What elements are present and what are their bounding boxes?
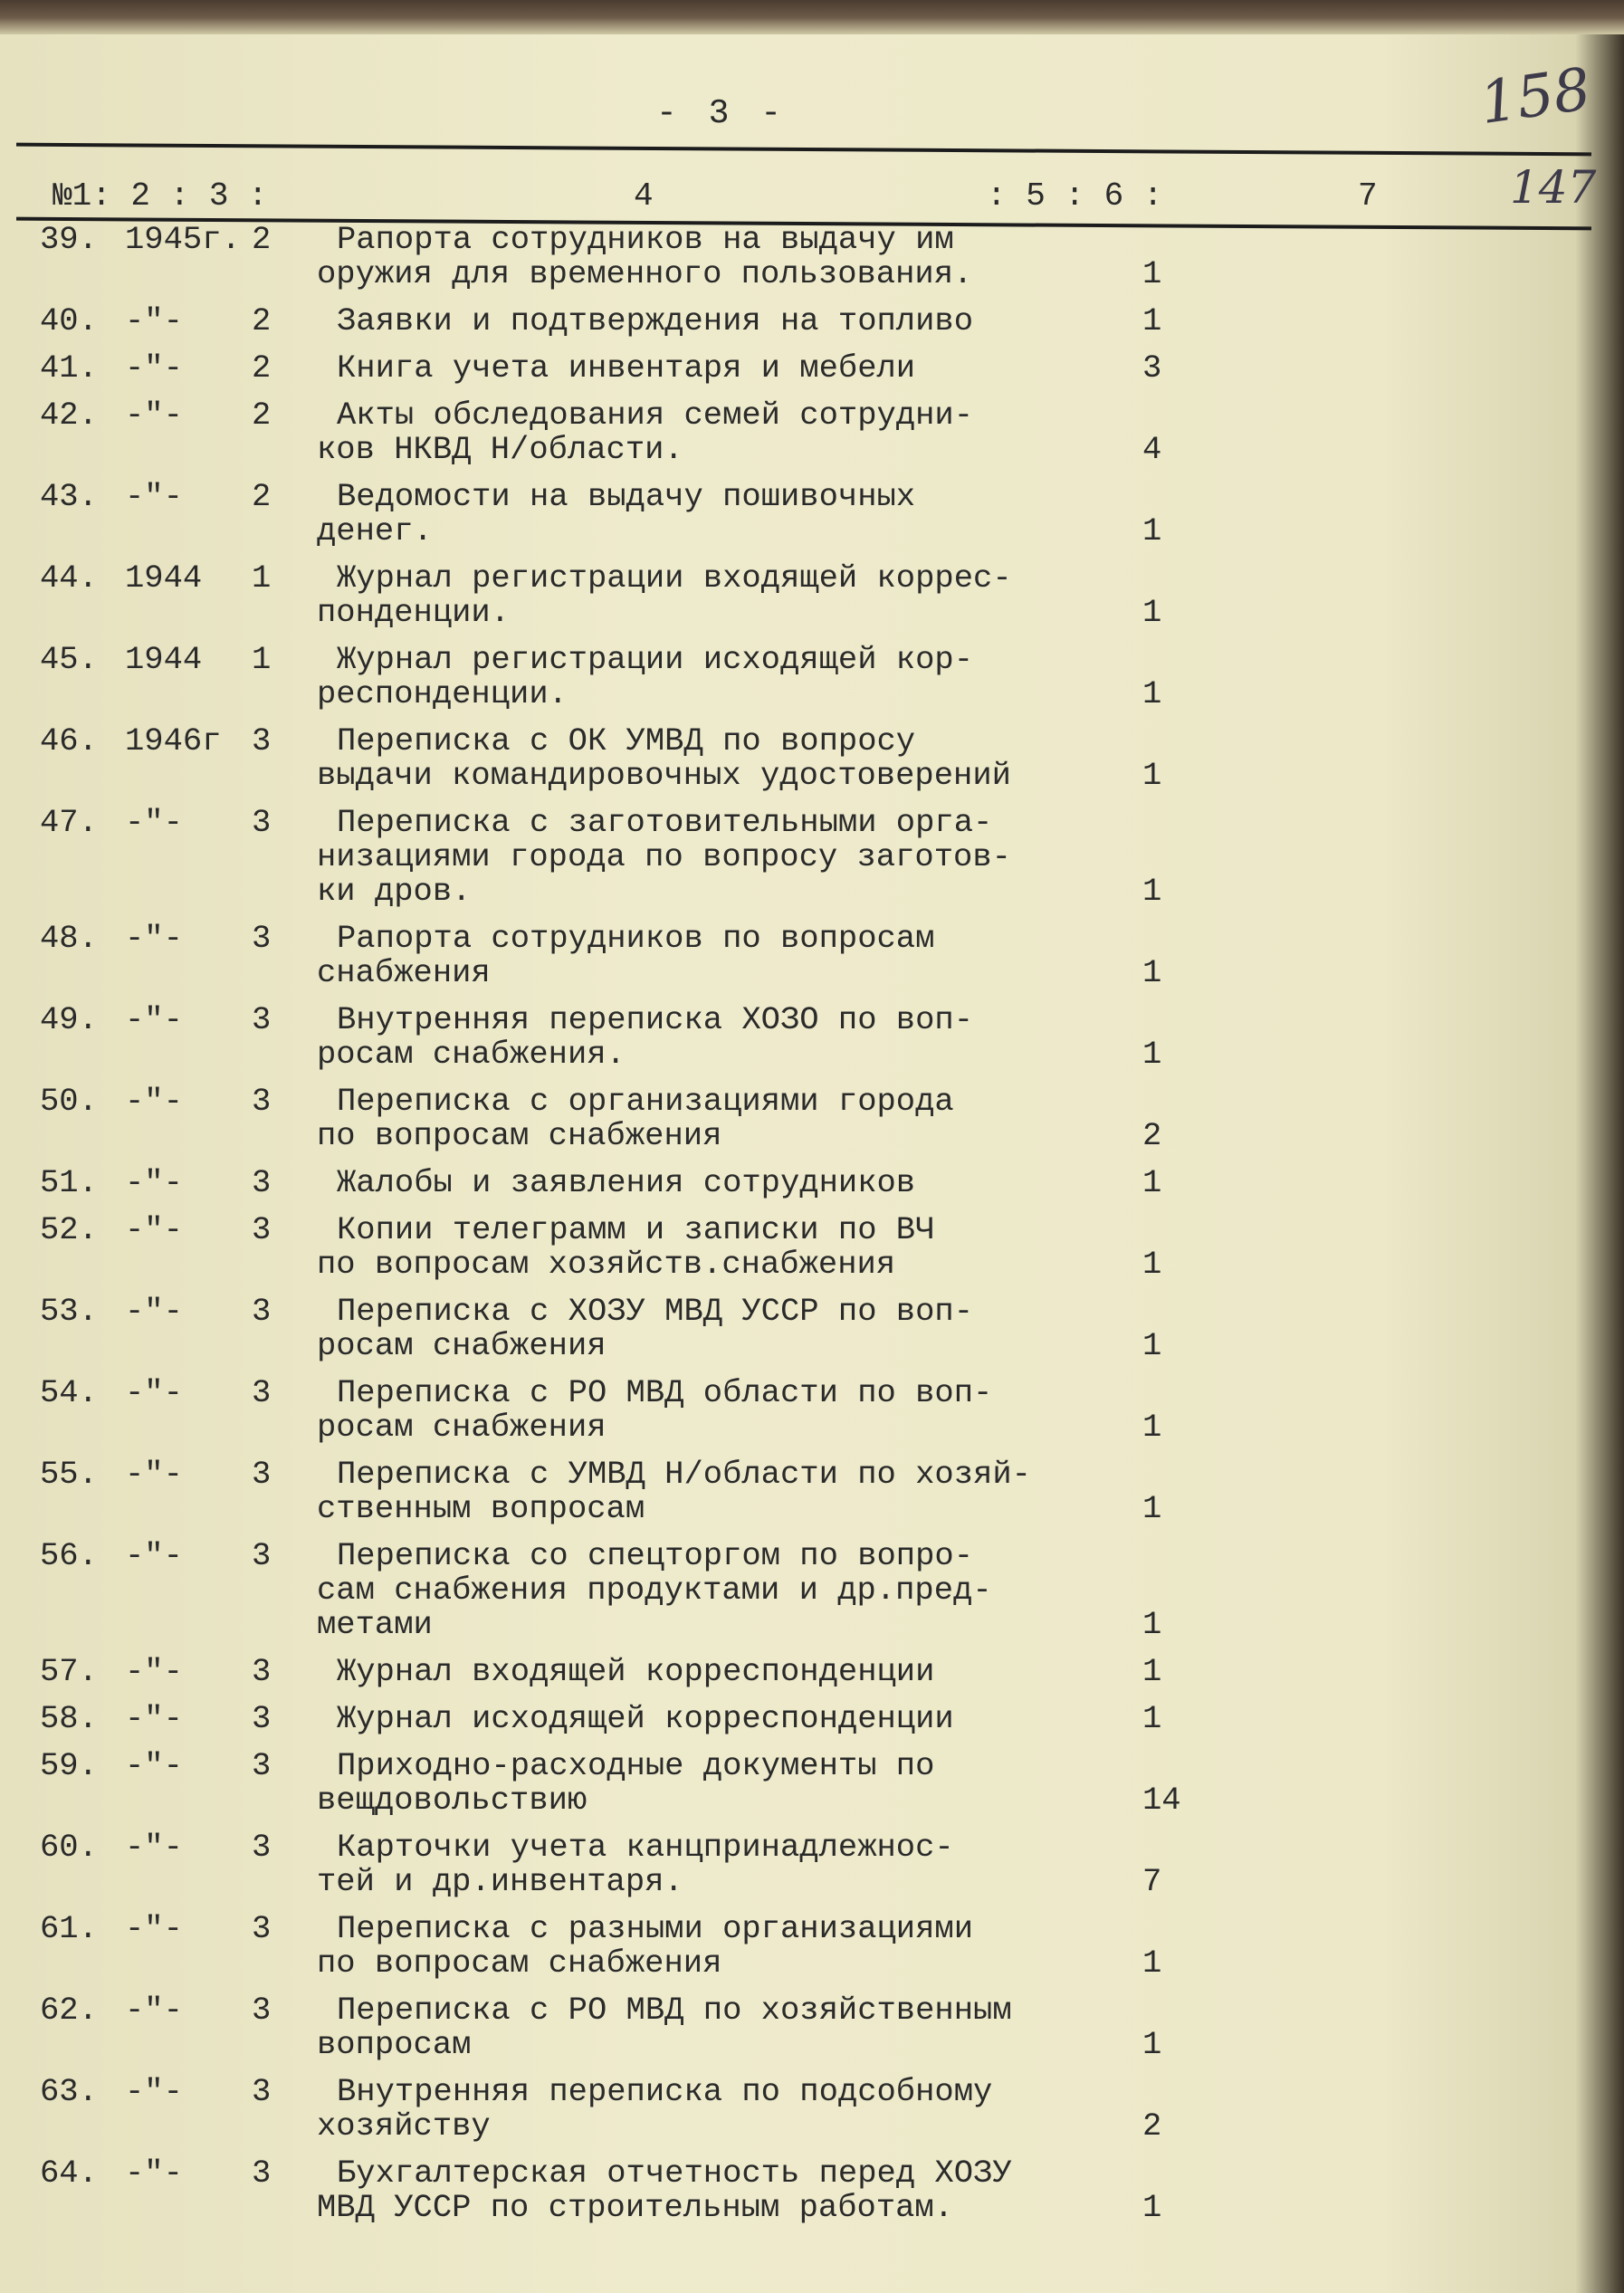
description-line: Карточки учета канцпринадлежнос- bbox=[337, 1829, 954, 1866]
item-year: -"- bbox=[125, 1083, 183, 1120]
description-line: Ведомости на выдачу пошивочных bbox=[337, 478, 916, 515]
item-column-3: 2 bbox=[252, 396, 272, 434]
item-number: 64. bbox=[40, 2154, 98, 2192]
description-line: хозяйству bbox=[317, 2107, 491, 2145]
description-line: оружия для временного пользования. bbox=[317, 255, 973, 292]
table-row bbox=[0, 1993, 1624, 2062]
item-column-3: 2 bbox=[252, 478, 272, 515]
item-description bbox=[317, 351, 1624, 386]
description-line: респонденции. bbox=[317, 675, 568, 712]
item-number: 61. bbox=[40, 1910, 98, 1947]
table-row bbox=[0, 2156, 1624, 2225]
item-number: 45. bbox=[40, 641, 98, 678]
item-column-3: 3 bbox=[252, 1374, 272, 1411]
item-sheet-count: 1 bbox=[1142, 1246, 1162, 1283]
description-line: Переписка с разными организациями bbox=[337, 1910, 974, 1947]
description-line: Рапорта сотрудников по вопросам bbox=[337, 920, 935, 957]
item-year: 1944 bbox=[125, 559, 203, 597]
table-row bbox=[0, 304, 1624, 339]
item-sheet-count: 1 bbox=[1142, 1409, 1162, 1446]
item-year: -"- bbox=[125, 1700, 183, 1737]
item-number: 49. bbox=[40, 1001, 98, 1038]
item-description bbox=[317, 2156, 1624, 2225]
item-sheet-count: 1 bbox=[1142, 1944, 1162, 1982]
item-description bbox=[317, 806, 1624, 909]
item-sheet-count: 1 bbox=[1142, 1036, 1162, 1073]
description-line: низациями города по вопросу заготов- bbox=[317, 838, 1011, 875]
item-description bbox=[317, 480, 1624, 549]
item-number: 43. bbox=[40, 478, 98, 515]
item-column-3: 3 bbox=[252, 1083, 272, 1120]
item-year: 1944 bbox=[125, 641, 203, 678]
description-line: вещдовольствию bbox=[317, 1782, 588, 1819]
header-cols-1-3: №1: 2 : 3 : bbox=[53, 177, 268, 215]
description-line: выдачи командировочных удостоверений bbox=[317, 757, 1011, 794]
item-description bbox=[317, 223, 1624, 291]
item-description bbox=[317, 1539, 1624, 1642]
description-line: Книга учета инвентаря и мебели bbox=[337, 349, 916, 387]
table-row bbox=[0, 1655, 1624, 1689]
item-column-3: 2 bbox=[252, 302, 272, 339]
item-year: -"- bbox=[125, 1164, 183, 1201]
item-column-3: 3 bbox=[252, 722, 272, 760]
description-line: Бухгалтерская отчетность перед ХОЗУ bbox=[337, 2154, 1012, 2192]
table-row bbox=[0, 1912, 1624, 1981]
description-line: денег. bbox=[317, 512, 433, 549]
item-column-3: 3 bbox=[252, 2154, 272, 2192]
item-sheet-count: 1 bbox=[1142, 1653, 1162, 1690]
description-line: по вопросам снабжения bbox=[317, 1944, 722, 1982]
item-sheet-count: 3 bbox=[1142, 349, 1162, 387]
description-line: Жалобы и заявления сотрудников bbox=[337, 1164, 916, 1201]
item-sheet-count: 1 bbox=[1142, 1490, 1162, 1527]
item-number: 39. bbox=[40, 221, 98, 258]
description-line: ки дров. bbox=[317, 873, 472, 910]
item-sheet-count: 14 bbox=[1142, 1782, 1181, 1819]
item-column-3: 2 bbox=[252, 221, 272, 258]
table-row bbox=[0, 2075, 1624, 2144]
item-sheet-count: 1 bbox=[1142, 873, 1162, 910]
scan-top-edge bbox=[0, 0, 1624, 34]
item-year: 1945г. bbox=[125, 221, 241, 258]
description-line: Переписка с ОК УМВД по вопросу bbox=[337, 722, 916, 760]
item-number: 54. bbox=[40, 1374, 98, 1411]
table-row bbox=[0, 1166, 1624, 1200]
description-line: Журнал регистрации входящей коррес- bbox=[337, 559, 1012, 597]
inventory-table bbox=[0, 223, 1624, 2238]
item-year: -"- bbox=[125, 1456, 183, 1493]
item-description bbox=[317, 643, 1624, 712]
table-row bbox=[0, 1084, 1624, 1153]
header-col-4: 4 bbox=[634, 177, 654, 215]
item-number: 48. bbox=[40, 920, 98, 957]
item-year: -"- bbox=[125, 1537, 183, 1574]
header-col-7: 7 bbox=[1358, 177, 1378, 215]
item-year: -"- bbox=[125, 1293, 183, 1330]
item-year: -"- bbox=[125, 1910, 183, 1947]
item-description bbox=[317, 1749, 1624, 1818]
handwritten-folio-number: 158 bbox=[1476, 55, 1595, 139]
description-line: вопросам bbox=[317, 2026, 472, 2063]
item-number: 47. bbox=[40, 804, 98, 841]
item-column-3: 3 bbox=[252, 1456, 272, 1493]
item-number: 44. bbox=[40, 559, 98, 597]
item-year: -"- bbox=[125, 396, 183, 434]
item-column-3: 1 bbox=[252, 559, 272, 597]
item-year: -"- bbox=[125, 1653, 183, 1690]
description-line: по вопросам снабжения bbox=[317, 1117, 722, 1154]
description-line: сам снабжения продуктами и др.пред- bbox=[317, 1572, 992, 1609]
item-number: 51. bbox=[40, 1164, 98, 1201]
description-line: снабжения bbox=[317, 954, 491, 991]
item-column-3: 3 bbox=[252, 1747, 272, 1784]
item-year: -"- bbox=[125, 1001, 183, 1038]
description-line: Внутренняя переписка по подсобному bbox=[337, 2073, 993, 2110]
table-row bbox=[0, 223, 1624, 291]
item-sheet-count: 1 bbox=[1142, 302, 1162, 339]
item-description bbox=[317, 724, 1624, 793]
description-line: Переписка с заготовительными орга- bbox=[337, 804, 993, 841]
item-description bbox=[317, 1457, 1624, 1526]
item-year: -"- bbox=[125, 2073, 183, 2110]
description-line: Внутренняя переписка ХОЗО по воп- bbox=[337, 1001, 974, 1038]
description-line: Журнал регистрации исходящей кор- bbox=[337, 641, 974, 678]
description-line: росам снабжения. bbox=[317, 1036, 626, 1073]
item-description bbox=[317, 1376, 1624, 1445]
table-row bbox=[0, 1702, 1624, 1736]
item-number: 53. bbox=[40, 1293, 98, 1330]
item-number: 59. bbox=[40, 1747, 98, 1784]
item-number: 60. bbox=[40, 1829, 98, 1866]
table-row bbox=[0, 351, 1624, 386]
item-description bbox=[317, 1213, 1624, 1282]
page-number: - 3 - bbox=[656, 94, 788, 133]
item-column-3: 3 bbox=[252, 1164, 272, 1201]
item-number: 50. bbox=[40, 1083, 98, 1120]
description-line: росам снабжения bbox=[317, 1327, 607, 1364]
item-column-3: 3 bbox=[252, 1537, 272, 1574]
item-column-3: 3 bbox=[252, 1829, 272, 1866]
item-sheet-count: 1 bbox=[1142, 512, 1162, 549]
item-year: -"- bbox=[125, 1374, 183, 1411]
item-year: -"- bbox=[125, 1992, 183, 2029]
table-row bbox=[0, 1749, 1624, 1818]
item-sheet-count: 1 bbox=[1142, 594, 1162, 631]
item-number: 57. bbox=[40, 1653, 98, 1690]
description-line: Переписка с РО МВД по хозяйственным bbox=[337, 1992, 1012, 2029]
handwritten-old-folio-number: 147 bbox=[1510, 161, 1597, 214]
item-year: -"- bbox=[125, 302, 183, 339]
description-line: по вопросам хозяйств.снабжения bbox=[317, 1246, 896, 1283]
table-row bbox=[0, 561, 1624, 630]
item-description bbox=[317, 1830, 1624, 1899]
item-number: 52. bbox=[40, 1211, 98, 1248]
item-description bbox=[317, 922, 1624, 990]
item-sheet-count: 1 bbox=[1142, 757, 1162, 794]
item-description bbox=[317, 561, 1624, 630]
table-row bbox=[0, 398, 1624, 467]
item-number: 55. bbox=[40, 1456, 98, 1493]
table-row bbox=[0, 724, 1624, 793]
header-cols-5-6: : 5 : 6 : bbox=[987, 177, 1163, 215]
table-row bbox=[0, 1830, 1624, 1899]
description-line: Рапорта сотрудников на выдачу им bbox=[337, 221, 954, 258]
item-sheet-count: 1 bbox=[1142, 1700, 1162, 1737]
description-line: Копии телеграмм и записки по ВЧ bbox=[337, 1211, 935, 1248]
item-sheet-count: 2 bbox=[1142, 2107, 1162, 2145]
item-description bbox=[317, 1166, 1624, 1200]
item-sheet-count: 1 bbox=[1142, 954, 1162, 991]
item-year: -"- bbox=[125, 1211, 183, 1248]
item-column-3: 3 bbox=[252, 1653, 272, 1690]
description-line: росам снабжения bbox=[317, 1409, 607, 1446]
description-line: Приходно-расходные документы по bbox=[337, 1747, 935, 1784]
description-line: ков НКВД Н/области. bbox=[317, 431, 683, 468]
item-number: 41. bbox=[40, 349, 98, 387]
item-year: -"- bbox=[125, 1829, 183, 1866]
item-column-3: 3 bbox=[252, 1293, 272, 1330]
item-column-3: 3 bbox=[252, 920, 272, 957]
item-sheet-count: 1 bbox=[1142, 2026, 1162, 2063]
item-year: -"- bbox=[125, 1747, 183, 1784]
item-sheet-count: 1 bbox=[1142, 1164, 1162, 1201]
item-year: -"- bbox=[125, 920, 183, 957]
item-description bbox=[317, 1702, 1624, 1736]
description-line: Акты обследования семей сотрудни- bbox=[337, 396, 974, 434]
item-column-3: 3 bbox=[252, 1211, 272, 1248]
table-row bbox=[0, 480, 1624, 549]
item-description bbox=[317, 1993, 1624, 2062]
item-year: -"- bbox=[125, 478, 183, 515]
item-column-3: 3 bbox=[252, 1992, 272, 2029]
description-line: Переписка с ХОЗУ МВД УССР по воп- bbox=[337, 1293, 974, 1330]
item-number: 40. bbox=[40, 302, 98, 339]
item-sheet-count: 4 bbox=[1142, 431, 1162, 468]
item-description bbox=[317, 1295, 1624, 1363]
item-description bbox=[317, 1655, 1624, 1689]
description-line: тей и др.инвентаря. bbox=[317, 1863, 683, 1900]
item-description bbox=[317, 2075, 1624, 2144]
item-year: -"- bbox=[125, 349, 183, 387]
header-top-rule bbox=[16, 143, 1591, 157]
item-year: -"- bbox=[125, 804, 183, 841]
description-line: Переписка с организациями города bbox=[337, 1083, 954, 1120]
item-column-3: 3 bbox=[252, 1910, 272, 1947]
item-number: 46. bbox=[40, 722, 98, 760]
item-description bbox=[317, 398, 1624, 467]
item-sheet-count: 1 bbox=[1142, 675, 1162, 712]
item-column-3: 3 bbox=[252, 804, 272, 841]
item-description bbox=[317, 1084, 1624, 1153]
item-sheet-count: 1 bbox=[1142, 255, 1162, 292]
item-number: 63. bbox=[40, 2073, 98, 2110]
table-row bbox=[0, 1376, 1624, 1445]
table-row bbox=[0, 1457, 1624, 1526]
item-description bbox=[317, 1003, 1624, 1072]
description-line: МВД УССР по строительным работам. bbox=[317, 2189, 954, 2226]
item-sheet-count: 1 bbox=[1142, 1327, 1162, 1364]
description-line: метами bbox=[317, 1606, 433, 1643]
description-line: Заявки и подтверждения на топливо bbox=[337, 302, 974, 339]
table-row bbox=[0, 1295, 1624, 1363]
item-number: 42. bbox=[40, 396, 98, 434]
item-number: 62. bbox=[40, 1992, 98, 2029]
item-column-3: 2 bbox=[252, 349, 272, 387]
description-line: ственным вопросам bbox=[317, 1490, 645, 1527]
item-sheet-count: 1 bbox=[1142, 2189, 1162, 2226]
table-row bbox=[0, 806, 1624, 909]
description-line: Переписка со спецторгом по вопро- bbox=[337, 1537, 974, 1574]
table-row bbox=[0, 922, 1624, 990]
item-column-3: 1 bbox=[252, 641, 272, 678]
item-description bbox=[317, 1912, 1624, 1981]
table-row bbox=[0, 1213, 1624, 1282]
description-line: Журнал исходящей корреспонденции bbox=[337, 1700, 954, 1737]
description-line: понденции. bbox=[317, 594, 511, 631]
item-column-3: 3 bbox=[252, 1001, 272, 1038]
item-year: 1946г bbox=[125, 722, 222, 760]
item-column-3: 3 bbox=[252, 1700, 272, 1737]
item-year: -"- bbox=[125, 2154, 183, 2192]
description-line: Переписка с РО МВД области по воп- bbox=[337, 1374, 993, 1411]
item-number: 56. bbox=[40, 1537, 98, 1574]
item-sheet-count: 7 bbox=[1142, 1863, 1162, 1900]
table-row bbox=[0, 643, 1624, 712]
item-sheet-count: 2 bbox=[1142, 1117, 1162, 1154]
description-line: Журнал входящей корреспонденции bbox=[337, 1653, 935, 1690]
table-row bbox=[0, 1003, 1624, 1072]
item-column-3: 3 bbox=[252, 2073, 272, 2110]
item-number: 58. bbox=[40, 1700, 98, 1737]
item-sheet-count: 1 bbox=[1142, 1606, 1162, 1643]
description-line: Переписка с УМВД Н/области по хозяй- bbox=[337, 1456, 1031, 1493]
table-row bbox=[0, 1539, 1624, 1642]
item-description bbox=[317, 304, 1624, 339]
